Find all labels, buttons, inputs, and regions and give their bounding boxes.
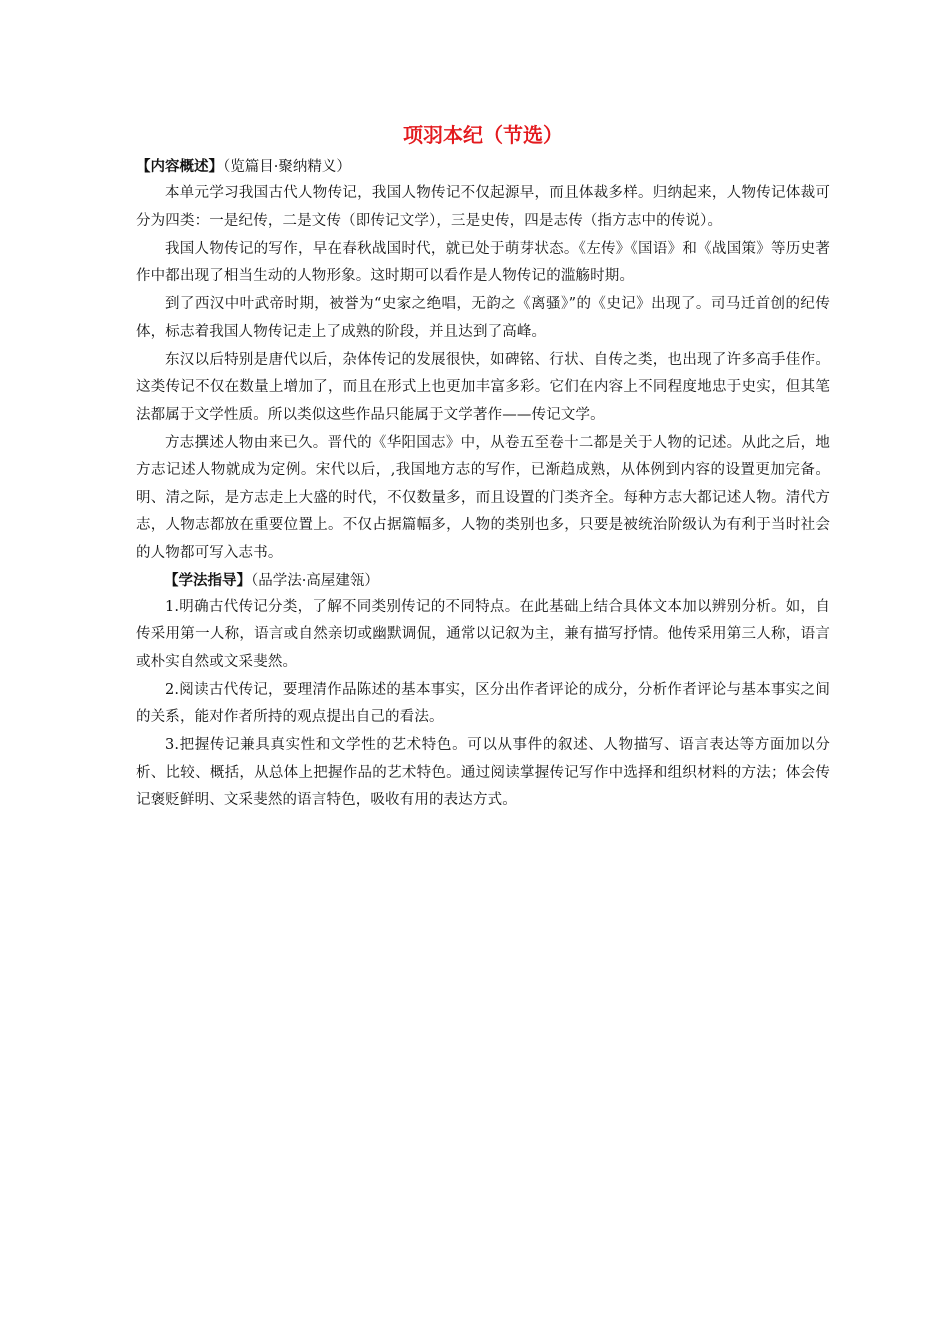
method-paragraph: 3.把握传记兼具真实性和文学性的艺术特色。可以从事件的叙述、人物描写、语言表达等方面加以分析、比较、概括，从总体上把握作品的艺术特色。通过阅读掌握传记写作中选择和组织材料的方法；体会传记褒贬鲜明、文采斐然的语言特色，吸收有用的表达方式。 xyxy=(136,737,830,808)
document-title: 项羽本纪（节选） xyxy=(403,123,563,147)
section-heading-study-method xyxy=(136,568,830,594)
content-paragraph: 方志撰述人物由来已久。晋代的《华阳国志》中，从卷五至卷十二都是关于人物的记述。从此之后，地方志记述人物就成为定例。宋代以后，,我国地方志的写作，已渐趋成熟，从体例到内容的设置更加完备。明、清之际，是方志走上大盛的时代，不仅数量多，而且设置的门类齐全。每种方志大都记述人物。清代方志，人物志都放在重要位置上。不仅占据篇幅多，人物的类别也多，只要是被统治阶级认为有利于当时社会的人物都可写入志书。 xyxy=(136,434,830,561)
document-page xyxy=(136,118,830,815)
method-paragraph: 2.阅读古代传记，要理清作品陈述的基本事实，区分出作者评论的成分，分析作者评论与基本事实之间的关系，能对作者所持的观点提出自己的看法。 xyxy=(136,681,830,725)
section-label: 【学法指导】 xyxy=(164,571,251,589)
section-label: 【内容概述】 xyxy=(136,158,223,175)
content-paragraph: 到了西汉中叶武帝时期，被誉为“史家之绝唱，无韵之《离骚》”的《史记》出现了。司马迁首创的纪传体，标志着我国人物传记走上了成熟的阶段，并且达到了高峰。 xyxy=(136,296,830,340)
content-paragraph: 我国人物传记的写作，早在春秋战国时代，就已处于萌芽状态。《左传》《国语》和《战国策》等历史著作中都出现了相当生动的人物形象。这时期可以看作是人物传记的滥觞时期。 xyxy=(136,240,830,284)
content-paragraph: 本单元学习我国古代人物传记，我国人物传记不仅起源早，而且体裁多样。归纳起来，人物传记体裁可分为四类：一是纪传，二是文传（即传记文学），三是史传，四是志传（指方志中的传说）。 xyxy=(136,185,830,229)
content-paragraph: 东汉以后特别是唐代以后，杂体传记的发展很快，如碑铭、行状、自传之类，也出现了许多高手佳作。这类传记不仅在数量上增加了，而且在形式上也更加丰富多彩。它们在内容上不同程度地忠于史实，但其笔法都属于文学性质。所以类似这些作品只能属于文学著作——传记文学。 xyxy=(136,351,830,423)
section-heading-content-overview xyxy=(136,154,830,180)
method-paragraph: 1.明确古代传记分类，了解不同类别传记的不同特点。在此基础上结合具体文本加以辨别分析。如，自传采用第一人称，语言或自然亲切或幽默调侃，通常以记叙为主，兼有描写抒情。他传采用第三人称，语言或朴实自然或文采斐然。 xyxy=(136,598,830,670)
section-sublabel: （览篇目·聚纳精义） xyxy=(223,159,351,175)
section-sublabel: （品学法·高屋建瓴） xyxy=(251,572,379,589)
